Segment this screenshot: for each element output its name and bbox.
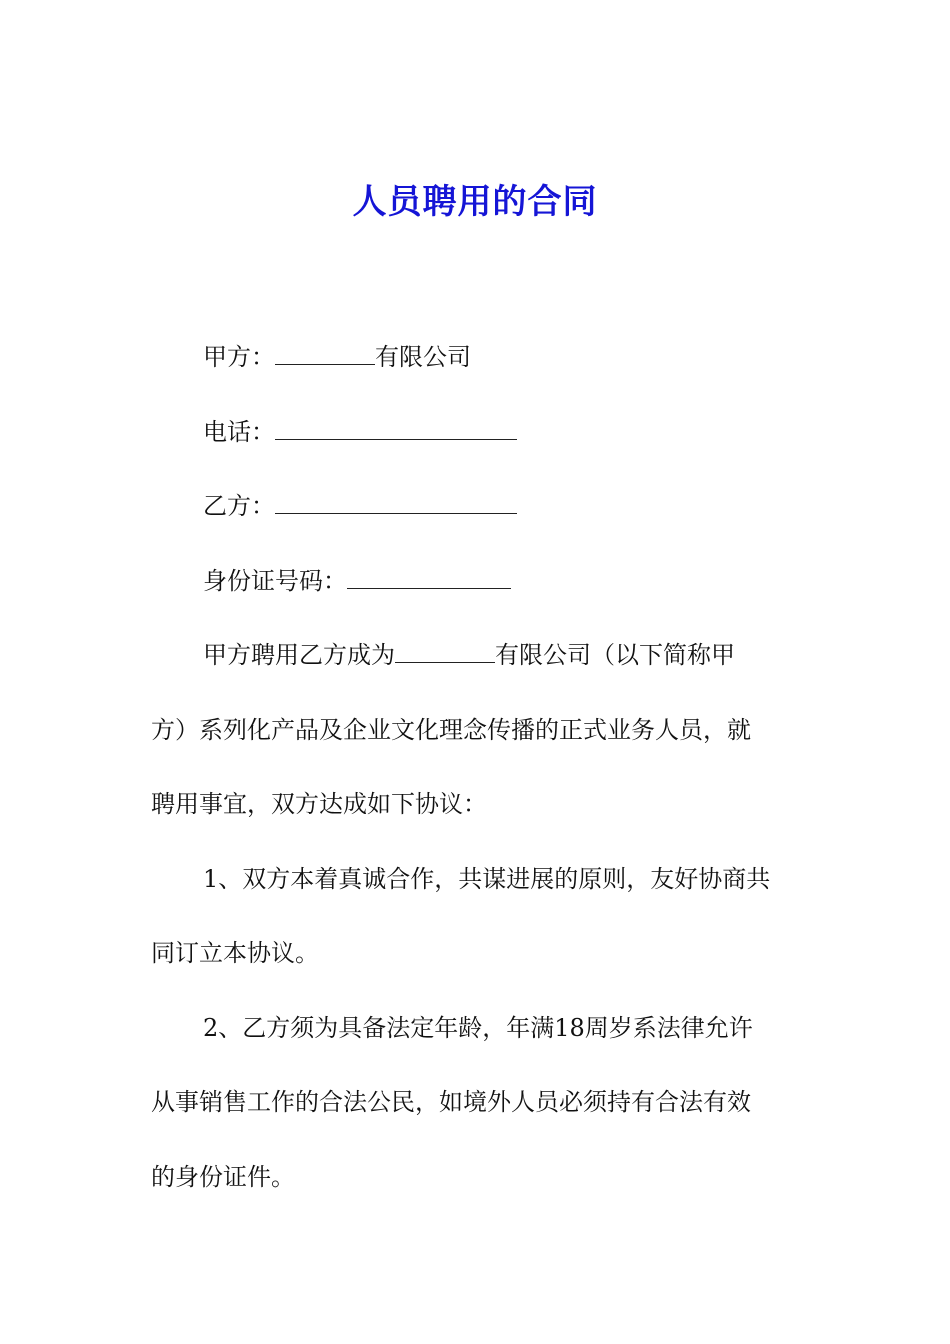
intro-line-2: 方）系列化产品及企业文化理念传播的正式业务人员，就 — [151, 715, 751, 744]
party-a-label: 甲方： — [203, 343, 275, 371]
document-title: 人员聘用的合同 — [352, 182, 598, 222]
clause-2-line-1: 2、乙方须为具备法定年龄，年满18周岁系法律允许 — [203, 1013, 753, 1042]
party-a-blank — [275, 342, 375, 365]
party-b-blank — [275, 491, 517, 514]
intro-start: 甲方聘用乙方成为 — [203, 641, 395, 669]
party-a-line — [151, 320, 811, 395]
id-number-line — [151, 544, 811, 619]
intro-line-3: 聘用事宜，双方达成如下协议： — [151, 790, 487, 818]
phone-blank — [275, 417, 517, 440]
clause-1-line-1: 1、双方本着真诚合作，共谋进展的原则，友好协商共 — [203, 864, 771, 893]
id-number-label: 身份证号码： — [203, 566, 347, 595]
intro-line-1 — [151, 618, 811, 693]
clause-2-line-2: 从事销售工作的合法公民，如境外人员必须持有合法有效 — [151, 1088, 751, 1116]
phone-label: 电话： — [203, 417, 275, 446]
clause-1-line-2: 同订立本协议。 — [151, 939, 319, 967]
phone-line — [151, 395, 811, 470]
party-b-line — [151, 469, 811, 544]
company-blank — [395, 640, 495, 663]
clause-2-line-3: 的身份证件。 — [151, 1162, 295, 1191]
party-b-label: 乙方： — [203, 492, 275, 520]
document-body — [151, 320, 811, 1214]
party-a-suffix: 有限公司 — [375, 343, 471, 371]
id-number-blank — [347, 566, 511, 589]
intro-end: 有限公司（以下简称甲 — [495, 641, 735, 669]
